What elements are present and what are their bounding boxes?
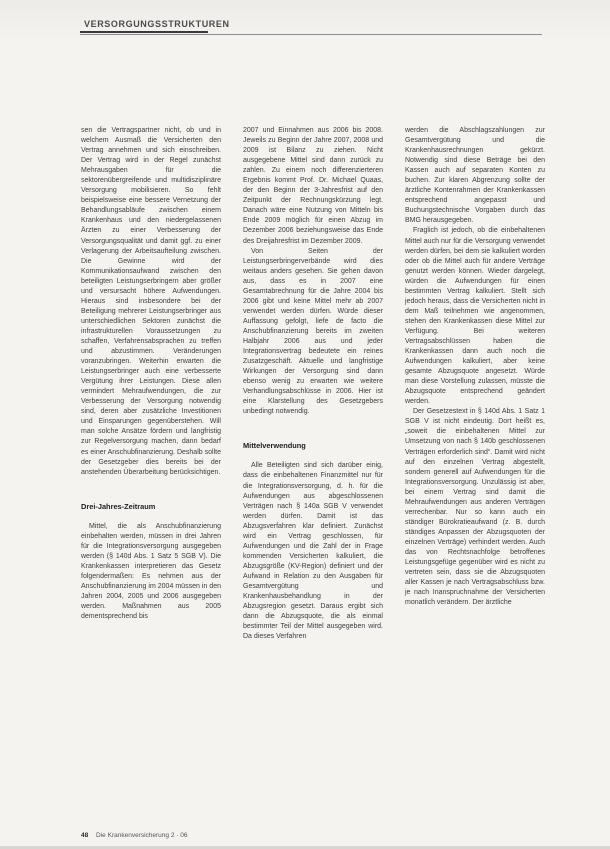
body-paragraph: Fraglich ist jedoch, ob die einbehaltenen Mittel auch nur für die Versorgung verwendet werden dürfen, bei dem sie kalkuliert worden oder ob die Mittel auch für andere Verträge genutzt werden können. Wieder dargelegt, würden die Aufwendungen für einen bestimmten Vertrag kalkuliert. Stellt sich jedoch heraus, dass die Versicherten nicht in dem Maß teilnehmen wie angenommen, stehen den Krankenkassen diese Mittel zur Verfügung. Bei weiteren Vertragsabschlüssen haben die Krankenkassen dann auch noch die Aufwendungen kalkuliert, aber keine gesamte Abzugsquote angesetzt. Würde man diese Vorstellung zulassen, müsste die Abzugsquote entsprechend geändert werden. [405,227,545,406]
page-number: 48 [81,832,89,839]
header-rule-thin [80,34,542,35]
header-rule-thick [80,31,208,33]
body-paragraph: Alle Beteiligten sind sich darüber einig, dass die einbehaltenen Finanzmittel nur für die Integrationsversorgung, d. h. für die Aufwendungen aus abgeschlossenen Verträgen nach § 140a SGB V verwendet werden dürfen. Damit ist das Abzugsverfahren klar definiert. Zunächst wird ein Vertrag geschlossen, für Aufwendungen und die Zahl der in Frage kommenden Versicherten kalkuliert, die Abzugsgröße (KV-Region) definiert und der Aufwand in Relation zu den Ausgaben für Gesamtvergütung und Krankenhausbehandlung in der Abzugsregion gesetzt. Daraus ergibt sich dann die Abzugsquote, die als einmal bestimmter Teil der Mittel ausgegeben wird. Da dieses Verfahren [243,462,383,641]
section-subheading: Mittelverwendung [243,441,306,451]
text-column-2 [243,126,383,642]
body-paragraph: 2007 und Einnahmen aus 2006 bis 2008. Jeweils zu Beginn der Jahre 2007, 2008 und 2009 ist Bilanz zu ziehen. Nicht ausgegebene Mittel sind dann zurück zu zahlen. Zu einem noch differenzierteren Ergebnis kommt Prof. Dr. Michael Quaas, der den Beginn der 3-Jahresfrist auf den Zeitpunkt der Rechnungskürzung legt. Danach wäre eine Nutzung von Mitteln bis Ende 2009 möglich für einen Abzug im Dezember 2006 beziehungsweise das Ende des Dreijahresfrist im Dezember 2009. [243,127,383,245]
body-paragraph: Von Seiten der Leistungserbringerverbände wird dies weitaus anders gesehen. Sie gehen davon aus, dass es in 2007 eine Gesamtabrechnung für die Jahre 2004 bis 2006 gibt und keine Mittel mehr ab 2007 verwendet werden dürfen. Würde dieser Auffassung gefolgt, liefe de facto die Anschubfinanzierung bereits im zweiten Halbjahr 2006 aus und jeder Integrationsvertrag bedeutete ein reines Zusatzgeschäft. Aktuelle und langfristige Wirkungen der Versorgung sind dann ebenso wenig zu erwarten wie weitere Verhandlungsabschlüsse in 2006. Hier ist eine Klarstellung des Gesetzgebers unbedingt notwendig. [243,247,383,416]
publication-name: Die Krankenversicherung 2 · 06 [96,832,188,839]
text-column-3 [405,126,545,608]
page-footer [81,832,187,839]
body-paragraph: Mittel, die als Anschubfinanzierung einbehalten werden, müssen in drei Jahren für die Integrationsversorgung ausgegeben werden (§ 140d Abs. 1 Satz 5 SGB V). Die Krankenkassen interpretieren das Gesetz folgendermaßen: Es nehmen aus der Anschubfinanzierung im 2004 müssen in den Jahren 2004, 2005 und 2006 ausgegeben werden. Maßnahmen aus 2005 dementsprechend bis [81,522,221,621]
body-paragraph: Der Gesetzestext in § 140d Abs. 1 Satz 1 SGB V ist nicht eindeutig. Dort heißt es, „soweit die einbehaltenen Mittel zur Umsetzung von nach § 140b geschlossenen Verträgen erforderlich sind“. Damit wird nicht auf den einzelnen Vertrag abgestellt, sondern generell auf Aufwendungen für die Integrationsversorgung. Unzulässig ist aber, bei einem Vertrag sind damit die Mehraufwendungen aus anderen Verträgen verrechenbar. Nur so kann auch ein ständiger Bürokratieaufwand (z. B. durch ständiges Anpassen der Abzugsquoten der einzelnen Verträge) verhindert werden. Auch das von Rechtsnachfolge betroffenes Leistungsgefüge gegenüber wird es nicht zu vertreten sein, dass sie die Abzugsquoten aller Kassen je nach Vertragsabschluss bzw. je nach Inanspruchnahme der Versicherten monatlich verändern. Der ärztliche [405,408,545,607]
body-paragraph: sen die Vertragspartner nicht, ob und in welchem Ausmaß die Versicherten den Vertrag annehmen und sich einschreiben. Der Vertrag wird in der Regel zunächst Mehrausgaben für die sektorenübergreifende und multidisziplinäre Versorgung mobilisieren. So fehlt beispielsweise eine bessere Vernetzung der Behandlungsabläufe zwischen einem Krankenhaus und den niedergelassenen Ärzten zu einer Verbesserung der Versorgungsqualität und damit ggf. zu einer Verlagerung der Arbeitsaufteilung zwischen. Die Gewinne wird der Kommunikationsaufwand zwischen den beteiligten Leistungserbringern aber größer und versursacht höhere Aufwendungen. Hieraus sind insbesondere bei der Beteiligung mehrerer Leistungserbringer aus unterschiedlichen Sektoren zunächst die infrastrukturellen Voraussetzungen zu schaffen, Verfahrensabsprachen zu treffen und abzustimmen. Veränderungen voranzubringen. Weiterhin erwarten die Leistungserbringer auch eine verbesserte Vergütung ihrer Leistungen. Diese allen vermindert Mehraufwendungen, die zur Verbesserung der Versorgung notwendig sind, deren aber zusätzliche Investitionen und Einsparungen gegenüberstehen. Will man solche Ansätze fördern und langfristig zur Regelversorgung machen, dann bedarf es einer Anschubfinanzierung. Deshalb sollte der Gesetzgeber dies bereits bei der anstehenden Überarbeitung berücksichtigen. [81,127,221,476]
body-paragraph: werden die Abschlagszahlungen zur Gesamtvergütung und die Krankenhausrechnungen gekürzt. Notwendig sind diese Beträge bei den Kassen auch auf separaten Konten zu buchen. Zur klaren Abgrenzung sollte der ärztliche Kontenrahmen der Krankenkassen entsprechend angepasst und Buchungstechnische Vorgaben durch das BMG herausgegeben. [405,127,545,225]
section-title: VERSORGUNGSSTRUKTUREN [84,19,230,29]
text-column-1 [81,126,221,622]
section-subheading: Drei-Jahres-Zeitraum [81,501,156,511]
